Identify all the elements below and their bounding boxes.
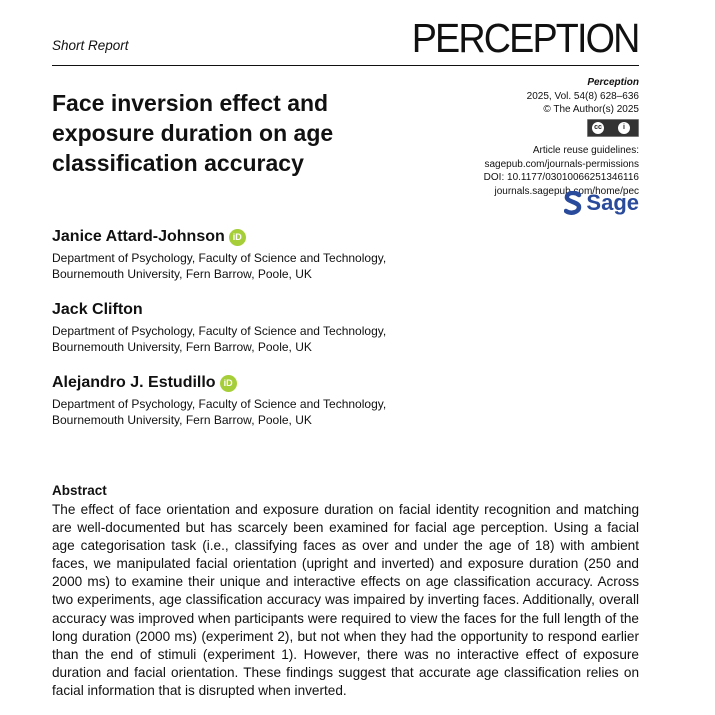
author-name — [52, 301, 143, 319]
affiliation-line: Bournemouth University, Fern Barrow, Poole, UK — [52, 267, 312, 281]
cc-by-icon: cc i — [587, 119, 639, 137]
affiliation-line: Department of Psychology, Faculty of Science and Technology, — [52, 324, 387, 338]
publisher-name: Sage — [586, 190, 639, 215]
doi[interactable]: DOI: 10.1177/03010066251346116 — [483, 172, 639, 183]
author-1-name: Janice Attard-Johnson — [52, 228, 225, 245]
affiliation-line: Department of Psychology, Faculty of Science and Technology, — [52, 397, 387, 411]
journal-name: Perception — [587, 77, 639, 88]
author-3-name: Alejandro J. Estudillo — [52, 374, 216, 391]
affiliation-line: Bournemouth University, Fern Barrow, Poole, UK — [52, 340, 312, 354]
affiliation-line: Bournemouth University, Fern Barrow, Poole, UK — [52, 413, 312, 427]
reuse-label: Article reuse guidelines: — [532, 145, 639, 156]
copyright: © The Author(s) 2025 — [543, 104, 639, 115]
author-1-affiliation — [52, 250, 386, 282]
author-3-affiliation — [52, 396, 386, 428]
header-rule — [52, 65, 639, 66]
author-2-affiliation — [52, 323, 386, 355]
article-type: Short Report — [52, 38, 129, 53]
abstract-heading: Abstract — [52, 483, 107, 498]
journal-logo: PERCEPTION — [412, 15, 639, 61]
author-2-name: Jack Clifton — [52, 301, 143, 318]
author-name — [52, 374, 237, 392]
affiliation-line: Department of Psychology, Faculty of Science and Technology, — [52, 251, 387, 265]
article-metadata — [484, 76, 639, 198]
publisher-logo — [564, 190, 639, 216]
article-title: Face inversion effect and exposure duration on age classification accuracy — [52, 90, 334, 176]
abstract-text: The effect of face orientation and exposure duration on facial identity recognition and matching are well-documented but has scarcely been examined for facial age perception. Using a facial age categorisation task (i.e., classifying faces as over and under the age of 18) with ambient faces, we manipulated facial orientation (upright and inverted) and exposure duration (250 and 2000 ms) to examine their unique and interactive effects on age classification accuracy. Across two experiments, age classification accuracy was impaired by inverting faces. Additionally, overall accuracy was improved when participants were required to view the faces for the full length of the long duration (2000 ms) (experiment 2), but not when they had the opportunity to respond earlier than the end of stimuli (experiment 1). However, there was no interactive effect of exposure duration and facial orientation. These findings suggest that accurate age classification relies on facial information that is disrupted when inverted. — [52, 502, 639, 698]
orcid-icon[interactable]: iD — [220, 375, 237, 392]
journal-link[interactable]: journals.sagepub.com/home/pec — [494, 185, 639, 197]
reuse-link[interactable]: sagepub.com/journals-permissions — [484, 158, 639, 170]
author-name — [52, 228, 246, 246]
volume-line: 2025, Vol. 54(8) 628–636 — [526, 90, 639, 102]
orcid-icon[interactable]: iD — [229, 229, 246, 246]
sage-s-icon — [564, 191, 582, 215]
